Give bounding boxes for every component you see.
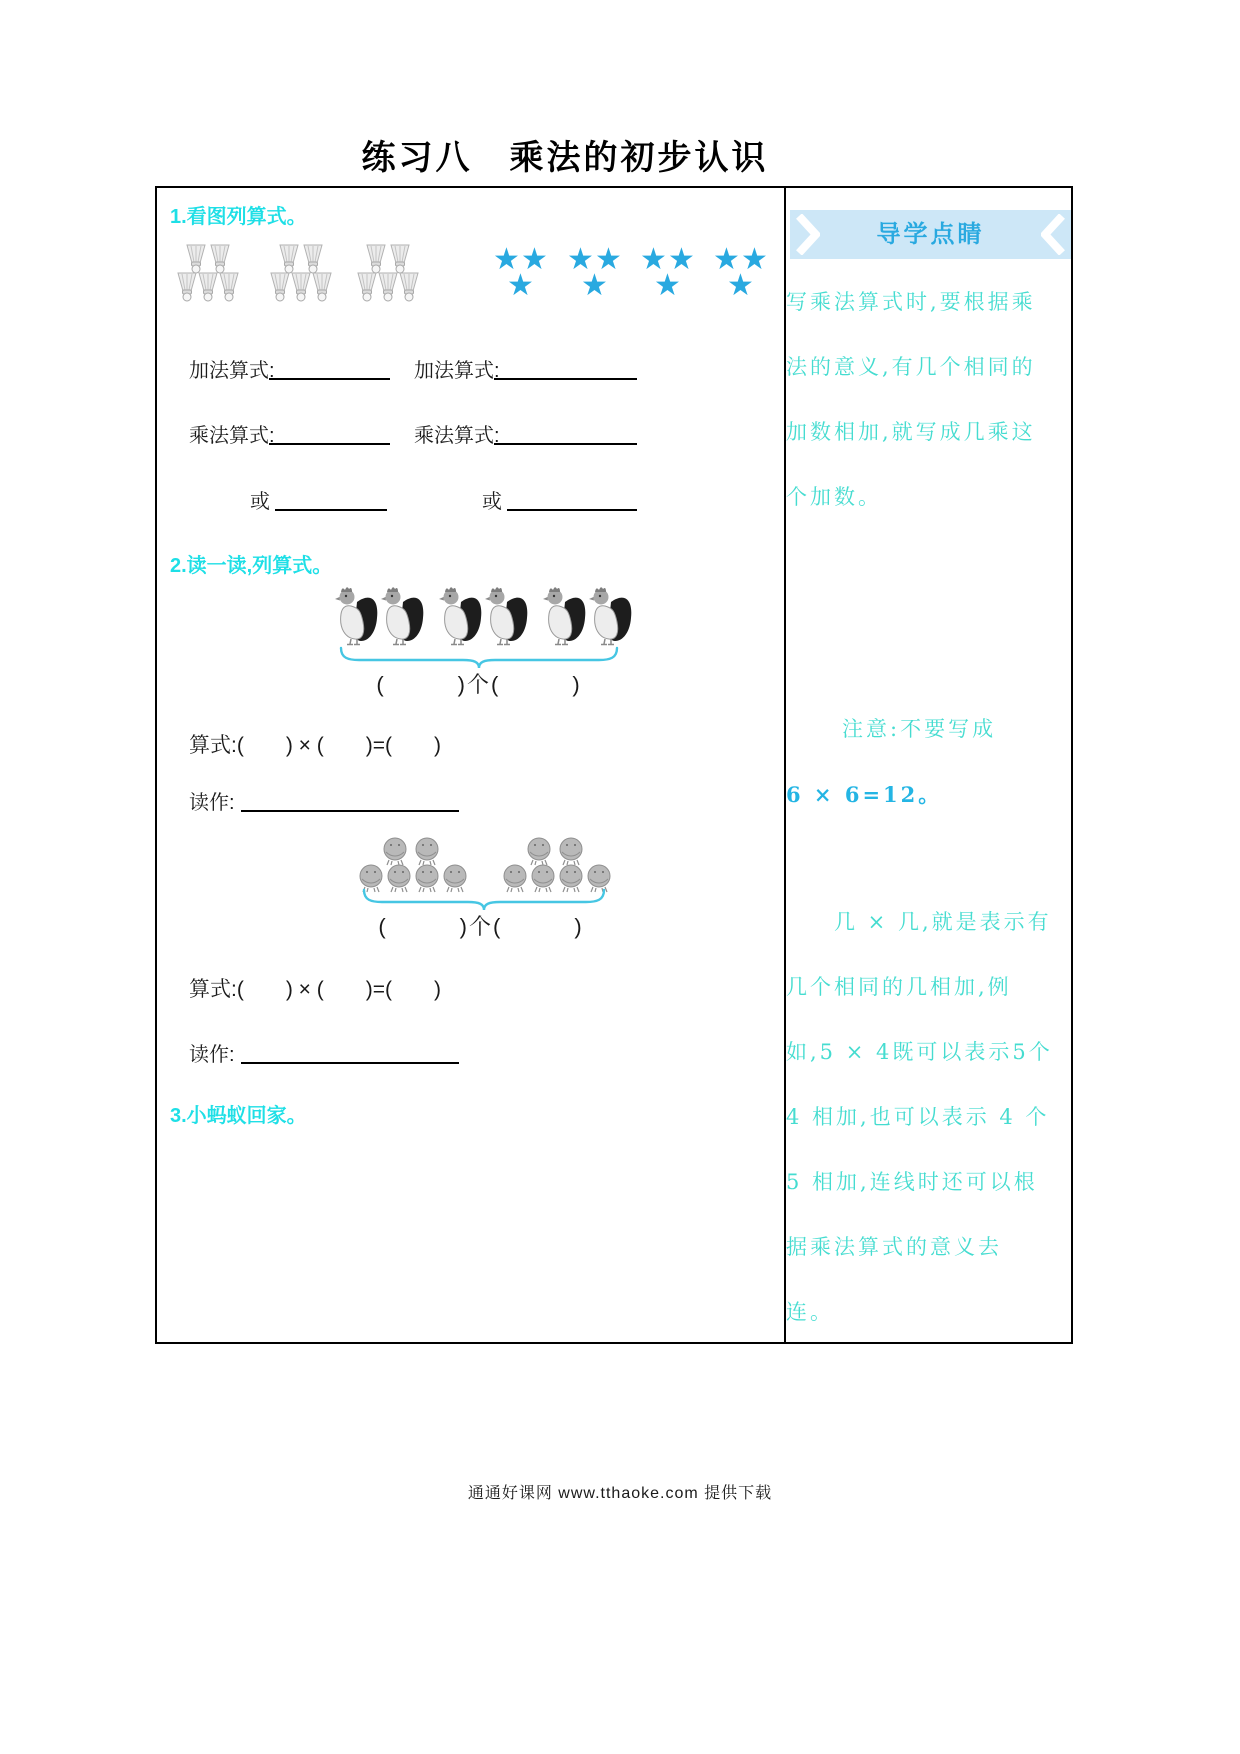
star-icon: ★ bbox=[727, 269, 754, 302]
rooster-icon bbox=[485, 584, 529, 646]
or-label-right: 或 bbox=[482, 491, 502, 513]
rooster-icon bbox=[589, 584, 633, 646]
shuttlecock-icon bbox=[277, 244, 301, 274]
guide-text-line: 据乘法算式的意义去 bbox=[786, 1235, 1002, 1259]
multiplication-blank-left bbox=[269, 419, 390, 445]
group-caption: ( )个( ) bbox=[376, 672, 582, 697]
guide-text-line: 写乘法算式时,要根据乘 bbox=[786, 290, 1036, 314]
brace-icon bbox=[339, 644, 619, 670]
shuttlecock-group bbox=[268, 244, 334, 304]
or-blank-left bbox=[275, 485, 387, 511]
shuttlecock-icon bbox=[217, 272, 241, 302]
star-group bbox=[567, 243, 625, 302]
multiplication-label-right: 乘法算式: bbox=[414, 425, 500, 447]
star-icon: ★ bbox=[654, 269, 681, 302]
shuttlecock-icon bbox=[184, 244, 208, 274]
exercise1-heading: 1.看图列算式。 bbox=[170, 206, 307, 228]
star-group bbox=[713, 243, 771, 302]
guide-text-line: 加数相加,就写成几乘这 bbox=[786, 420, 1036, 444]
guide-banner-title: 导学点睛 bbox=[876, 221, 985, 248]
shuttlecock-icon bbox=[364, 244, 388, 274]
guide-note bbox=[786, 697, 1054, 827]
addition-label-right: 加法算式: bbox=[414, 360, 500, 382]
star-icon: ★ bbox=[567, 243, 594, 276]
rooster-icon bbox=[439, 584, 483, 646]
addition-blank-right bbox=[494, 354, 637, 380]
guide-text-line: 如,5 × 4既可以表示5个 bbox=[786, 1040, 1053, 1064]
equation-row bbox=[189, 973, 441, 1003]
group-caption: ( )个( ) bbox=[378, 914, 584, 939]
reading-blank bbox=[241, 1038, 459, 1064]
chick-icon bbox=[525, 836, 553, 866]
rooster-icon bbox=[335, 584, 379, 646]
rooster-group bbox=[543, 584, 635, 648]
star-icon: ★ bbox=[713, 243, 740, 276]
addition-label-left: 加法算式: bbox=[189, 360, 275, 382]
equation-label: 算式: bbox=[189, 734, 237, 757]
guide-text-line: 几 × 几,就是表示有 bbox=[834, 910, 1052, 934]
shuttlecock-icon bbox=[301, 244, 325, 274]
star-icon: ★ bbox=[493, 243, 520, 276]
guide-text-line: 注意:不要写成 bbox=[842, 717, 997, 741]
page-title: 练习八 乘法的初步认识 bbox=[361, 139, 769, 177]
chick-icon bbox=[557, 836, 585, 866]
star-icon: ★ bbox=[741, 243, 768, 276]
shuttlecock-icon bbox=[397, 272, 421, 302]
equation-blanks: ( ) × ( )=( ) bbox=[236, 978, 441, 1001]
guide-text-line: 法的意义,有几个相同的 bbox=[786, 355, 1036, 379]
reading-label: 读作: bbox=[189, 1044, 235, 1066]
star-icon: ★ bbox=[507, 269, 534, 302]
chevron-left-icon bbox=[1041, 214, 1065, 255]
or-label-left: 或 bbox=[250, 491, 270, 513]
exercise3-heading: 3.小蚂蚁回家。 bbox=[170, 1105, 307, 1127]
star-group bbox=[640, 243, 698, 302]
shuttlecock-icon bbox=[388, 244, 412, 274]
guide-text-line: 个加数。 bbox=[786, 485, 882, 509]
chick-icon bbox=[381, 836, 409, 866]
guide-paragraph-1 bbox=[786, 270, 1054, 530]
guide-text-line: 4 相加,也可以表示 4 个 bbox=[786, 1105, 1050, 1129]
star-group bbox=[493, 243, 551, 302]
rooster-icon bbox=[543, 584, 587, 646]
equation-label: 算式: bbox=[189, 978, 237, 1001]
star-icon: ★ bbox=[581, 269, 608, 302]
multiplication-label-left: 乘法算式: bbox=[189, 425, 275, 447]
exercise2-heading: 2.读一读,列算式。 bbox=[170, 555, 333, 577]
footer-text: 通通好课网 www.tthaoke.com 提供下载 bbox=[467, 1485, 773, 1502]
brace-icon bbox=[362, 886, 606, 912]
rooster-group bbox=[439, 584, 531, 648]
chick-icon bbox=[413, 836, 441, 866]
addition-blank-left bbox=[269, 354, 390, 380]
multiplication-blank-right bbox=[494, 419, 637, 445]
guide-text-line: 几个相同的几相加,例 bbox=[786, 975, 1012, 999]
shuttlecock-icon bbox=[208, 244, 232, 274]
guide-banner bbox=[790, 210, 1071, 259]
guide-text-line: 5 相加,连线时还可以根 bbox=[786, 1170, 1038, 1194]
equation-row bbox=[189, 729, 441, 759]
shuttlecock-group bbox=[175, 244, 241, 304]
guide-column bbox=[786, 188, 1075, 1342]
star-icon: ★ bbox=[668, 243, 695, 276]
rooster-group bbox=[335, 584, 427, 648]
equation-blanks: ( ) × ( )=( ) bbox=[236, 734, 441, 757]
guide-note-formula: 6 × 6=12。 bbox=[786, 782, 943, 807]
guide-paragraph-3 bbox=[786, 890, 1054, 1345]
worksheet-box bbox=[155, 186, 1073, 1344]
star-icon: ★ bbox=[521, 243, 548, 276]
shuttlecock-group bbox=[355, 244, 421, 304]
reading-label: 读作: bbox=[189, 792, 235, 814]
guide-text-line: 连。 bbox=[786, 1300, 834, 1324]
shuttlecock-icon bbox=[310, 272, 334, 302]
exercises-column bbox=[157, 188, 784, 1342]
reading-blank bbox=[241, 786, 459, 812]
star-icon: ★ bbox=[595, 243, 622, 276]
or-blank-right bbox=[507, 485, 637, 511]
star-icon: ★ bbox=[640, 243, 667, 276]
rooster-icon bbox=[381, 584, 425, 646]
